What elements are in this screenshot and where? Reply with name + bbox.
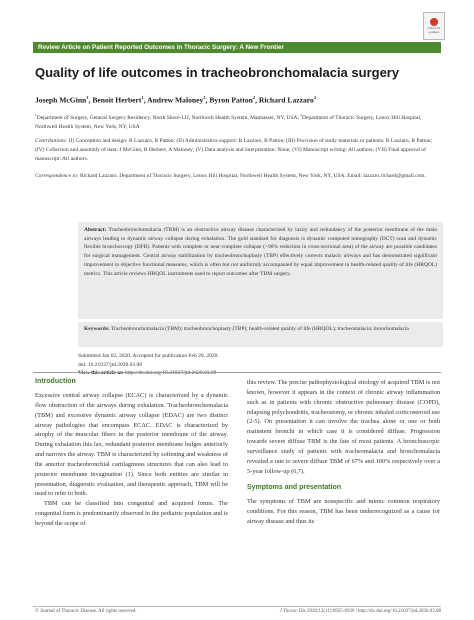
- section-divider: [33, 372, 441, 373]
- check-for-updates-badge[interactable]: [423, 12, 445, 40]
- copyright-notice: © Journal of Thoracic Disease. All rights reserved.: [35, 609, 137, 614]
- symptoms-paragraph: The symptoms of TBM are nonspecific and mimic common respiratory conditions. For this reason, TBM has been underrecognized as a cause for airway disease and thus its: [247, 498, 440, 526]
- badge-label: Check for updates: [427, 26, 441, 34]
- contributions: [35, 137, 437, 163]
- affiliation-2: Department of Thoracic Surgery, Lenox Hill Hospital, Northwell Health System, New York, NY, USA: [35, 114, 422, 130]
- introduction-paragraph-2: TBM can be classified into congenital and acquired forms. The congenital form is predominantly observed in the pediatric population and is beyond the scope of: [35, 500, 228, 527]
- journal-citation: [280, 609, 441, 614]
- author-affiliation: 1: [86, 95, 89, 100]
- author-name: Richard Lazzaro: [258, 95, 314, 105]
- contributions-label: Contributions:: [35, 138, 68, 144]
- left-column: [35, 378, 228, 529]
- doi-line: doi: 10.21037/jtd.2020.03.08: [78, 361, 143, 368]
- keywords-box: [78, 322, 443, 347]
- journal-abbrev: J Thorac Dis: [279, 609, 306, 614]
- author-affiliation: 2: [313, 95, 317, 100]
- contributions-text: (I) Conception and design: R Lazzaro, B Patton; (II) Administrative support: R Lazzaro, B Patton; (III) Provision of study materials or patients: R Lazzaro, B Patton; (IV) Collection and assembly of data: J McGinn, B Herbert, A Maloney; (V) Data analysis and interpretation: None; (VI) Manuscript writing: All authors; (VII) Final approval of manuscript: All authors.: [35, 138, 433, 162]
- introduction-paragraph-1: Excessive central airway collapse (ECAC) is characterized by a dynamic flow obstruction of the airways during exhalation. Tracheobronchomalacia (TBM) and excessive dynamic airway collapse (EDAC) are two distinct airway pathologies that encompass ECAC. EDAC is characterized by atrophy of the muscular fibers in the posterior membrane of the airway. During exhalation this lax, redundant posterior membrane bulges anteriorly and narrows the airway. TBM is characterized by softening and weakness of the anterior tracheobronchial cartilaginous structures that can also lead to posterior membrane invagination (1). Since both entities are similar in presentation, diagnostic evaluation, and therapeutic approach, TBM will be used to refer to both.: [35, 392, 228, 498]
- submitted-line: Submitted Jan 02, 2020. Accepted for publication Feb 20, 2020.: [78, 353, 219, 359]
- series-banner: Review Article on Patient Reported Outcomes in Thoracic Surgery: A New Frontier: [33, 42, 441, 53]
- author-name: Benoit Herbert: [92, 95, 142, 105]
- author-name: Andrew Maloney: [147, 95, 204, 105]
- affiliations: $^1$Department of Surgery, General Surgery Residency, North Shore-LIJ, Northwell Health System, Manhasset, NY, USA; $^2$Department of Thoracic Surgery, Lenox Hill Hospital, Northwell Health System, New York, NY, USA: [35, 113, 422, 130]
- article-title: Quality of life outcomes in tracheobronchomalacia surgery: [35, 65, 400, 80]
- view-article-link[interactable]: http://dx.doi.org/10.21037/jtd.2020.03.08: [125, 370, 217, 377]
- abstract-label: Abstract:: [84, 227, 107, 233]
- citation-details[interactable]: 2020;12(11):6925-6930 | http://dx.doi.org/10.21037/jtd.2020.03.08: [306, 609, 441, 614]
- author-affiliation: 1: [141, 95, 144, 100]
- symptoms-heading: Symptoms and presentation: [247, 484, 342, 492]
- keywords-label: Keywords:: [84, 326, 110, 332]
- update-check-icon: [430, 18, 438, 26]
- author-list: Joseph McGinn$^1$, Benoit Herbert$^1$, Andrew Maloney$^2$, Byron Patton$^2$, Richard Lazzaro$^2$: [35, 95, 317, 105]
- introduction-heading: Introduction: [35, 378, 76, 385]
- correspondence-label: Correspondence to:: [35, 173, 79, 179]
- author-affiliation: 2: [203, 95, 206, 100]
- correspondence-text: Richard Lazzaro. Department of Thoracic Surgery, Lenox Hill Hospital, Northwell Health System, New York, NY, USA. Email: lazzaro.richard@gmail.com.: [80, 173, 426, 179]
- etiology-paragraph: this review. The precise pathophysiological etiology of acquired TBM is not known, however it appears in the context of chronic airway inflammation such as in patients with chronic obstructive pulmonary disease (COPD), relapsing polychondritis, tracheostomy, or chronic inhaled corticosteroid use (2-5). On presentation it can involve the trachea alone or one or both mainstem bronchi in which case it is considered diffuse. Progression towards severe diffuse TBM is the fate of most patients. A bronchoscopic surveillance study of patients with tracheomalacia and bronchomalacia revealed a rate to severe diffuse TBM of 67% and 100% respectively over a 5-year follow-up (6,7).: [247, 379, 440, 475]
- publication-dates: [78, 352, 443, 378]
- keywords-text: Tracheobronchomalacia (TBM); tracheobronchoplasty (TBP); health-related quality of life (HRQOL); tracheomalacia; bronchomalacia: [110, 326, 409, 332]
- affiliation-1: Department of Surgery, General Surgery Residency, North Shore-LIJ, Northwell Health System, Manhasset, NY, USA;: [36, 114, 299, 121]
- correspondence: [35, 172, 437, 181]
- abstract-box: [78, 222, 443, 319]
- view-article-line: [78, 369, 443, 378]
- abstract-text: Tracheobronchomalacia (TBM) is an obstructive airway disease characterized by laxity and redundancy of the posterior membrane of the main airways leading to dynamic airway collapse during exhalation. The gold standard for diagnosis is dynamic computed tomography (DCT) scan and dynamic flexible bronchoscopy (DFB). Patients with complete or near-complete collapse (>90% reduction in cross-sectional area) of the airway are possible candidates for surgical management. Central airway stabilization by tracheobronchoplasty (TBP) effectively corrects malacic airways and has demonstrated significant improvement in objective functional measures, which is often but not uniformly accompanied by equal improvement in health-related quality of life (HRQOL) metrics. This article reviews HRQOL instruments used to report outcomes after TBM surgery.: [84, 227, 437, 277]
- footer-divider: [33, 606, 441, 607]
- right-column: [247, 378, 440, 527]
- author-name: Byron Patton: [209, 95, 253, 105]
- author-affiliation: 2: [252, 95, 256, 100]
- author-name: Joseph McGinn: [35, 95, 87, 105]
- view-article-label: View this article at:: [78, 370, 124, 377]
